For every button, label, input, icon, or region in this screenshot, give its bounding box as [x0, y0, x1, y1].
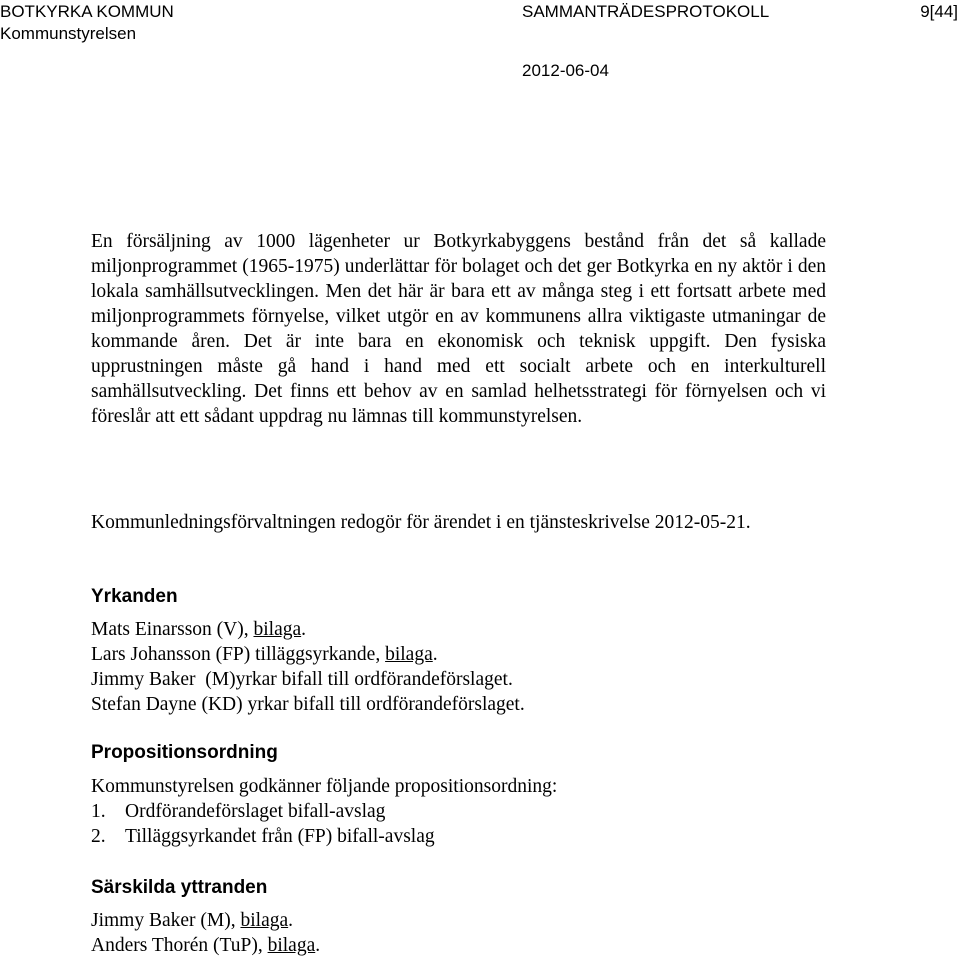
main-paragraph	[91, 229, 826, 429]
department-name: Kommunstyrelsen	[0, 24, 137, 43]
proposition-intro: Kommunstyrelsen godkänner följande propositionsordning:	[91, 776, 558, 797]
yttrande-text: Anders Thorén (TuP),	[91, 935, 268, 956]
yttrande-item	[91, 933, 320, 958]
bilaga-link[interactable]: bilaga	[267, 935, 316, 956]
heading-yrkanden: Yrkanden	[91, 586, 178, 607]
heading-sarskilda-yttranden: Särskilda yttranden	[91, 877, 268, 898]
yttrande-item	[91, 908, 293, 933]
yrkande-item	[91, 617, 306, 642]
paragraph-2: Kommunledningsförvaltningen redogör för ärendet i en tjänsteskrivelse 2012-05-21.	[91, 512, 751, 533]
heading-propositionsordning: Propositionsordning	[91, 742, 278, 763]
item-number: 2.	[91, 826, 106, 847]
paragraph-1: En försäljning av 1000 lägenheter ur Botkyrkabyggens bestånd från det så kallade miljonprogrammet (1965-1975) underlättar för bolaget och det ger Botkyrka en ny aktör i den lokala samhällsutvecklingen. Men det här är bara ett av många steg i ett fortsatt arbete med miljonprogrammets förnyelse, vilket utgör en av kommunens allra viktigaste utmaningar de kommande åren. Det är inte bara en ekonomisk och teknisk uppgift. Den fysiska upprustningen måste gå hand i hand med ett socialt arbete och en interkulturell samhällsutveckling. Det finns ett behov av en samlad helhetsstrategi för förnyelsen och vi föreslår att ett sådant uppdrag nu lämnas till kommunstyrelsen.	[91, 231, 826, 427]
org-name: BOTKYRKA KOMMUN	[0, 2, 174, 21]
yrkande-text: Lars Johansson (FP) tilläggsyrkande,	[91, 644, 386, 665]
yrkande-item: Jimmy Baker (M)yrkar bifall till ordförandeförslaget.	[91, 669, 513, 690]
punctuation: .	[432, 644, 438, 665]
yrkande-item: Stefan Dayne (KD) yrkar bifall till ordförandeförslaget.	[91, 694, 525, 715]
item-number: 1.	[91, 801, 106, 822]
bilaga-link[interactable]: bilaga	[240, 910, 289, 931]
punctuation: .	[301, 619, 307, 640]
yrkande-item	[91, 642, 438, 667]
yrkande-text: Mats Einarsson (V),	[91, 619, 254, 640]
punctuation: .	[315, 935, 321, 956]
item-text: Ordförandeförslaget bifall-avslag	[125, 801, 386, 822]
meeting-date: 2012-06-04	[522, 61, 609, 80]
bilaga-link[interactable]: bilaga	[253, 619, 302, 640]
document-type: SAMMANTRÄDESPROTOKOLL	[522, 2, 770, 21]
item-text: Tilläggsyrkandet från (FP) bifall-avslag	[125, 826, 435, 847]
punctuation: .	[288, 910, 294, 931]
page-number: 9[44]	[920, 2, 958, 21]
bilaga-link[interactable]: bilaga	[385, 644, 433, 665]
yttrande-text: Jimmy Baker (M),	[91, 910, 241, 931]
paragraph-2-block	[91, 510, 791, 535]
proposition-item	[91, 824, 435, 849]
proposition-item	[91, 799, 385, 824]
